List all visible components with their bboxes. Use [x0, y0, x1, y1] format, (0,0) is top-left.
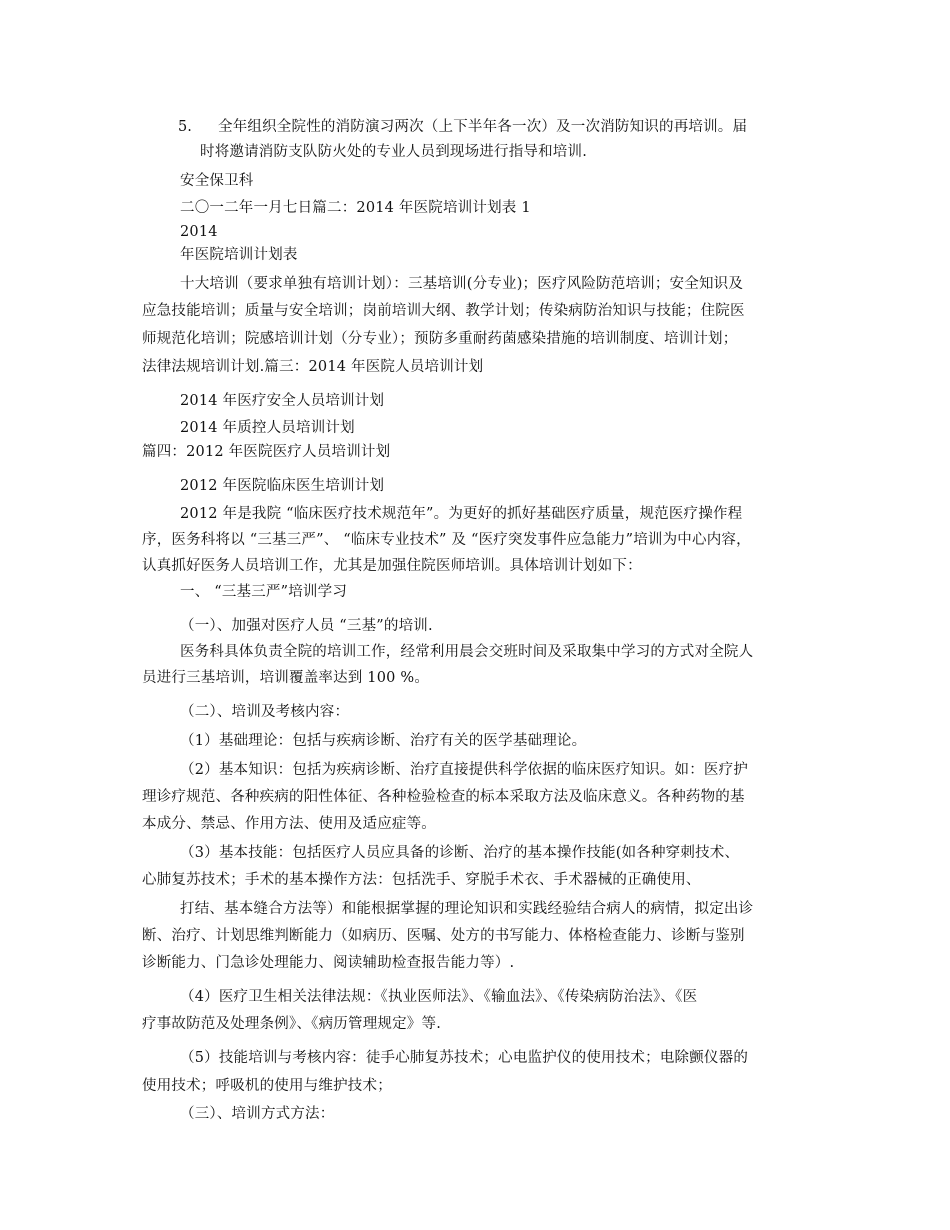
text-line: 安全保卫科 — [180, 173, 254, 189]
text-line: 员进行三基培训，培训覆盖率达到 100 %。 — [142, 670, 430, 686]
item-number: 5. — [178, 119, 192, 135]
text-line: 2014 年质控人员培训计划 — [180, 420, 355, 436]
subsection-heading: （三）、培训方式方法： — [180, 1106, 335, 1122]
section-heading: 一、 “三基三严”培训学习 — [180, 584, 348, 600]
text-line: 十大培训（要求单独有培训计划）：三基培训(分专业)；医疗风险防范培训；安全知识及 — [180, 276, 744, 292]
text-line: 篇四：2012 年医院医疗人员培训计划 — [142, 444, 391, 460]
text-line: （5）技能培训与考核内容：徒手心肺复苏技术；心电监护仪的使用技术；电除颤仪器的 — [180, 1050, 749, 1066]
text-line: 本成分、禁忌、作用方法、使用及适应症等。 — [142, 816, 436, 832]
text-line: 全年组织全院性的消防演习两次（上下半年各一次）及一次消防知识的再培训。届 — [218, 119, 748, 135]
text-line: （3）基本技能：包括医疗人员应具备的诊断、治疗的基本操作技能(如各种穿刺技术、 — [180, 845, 740, 861]
text-line: 法律法规培训计划.篇三：2014 年医院人员培训计划 — [142, 359, 484, 375]
text-line: 时将邀请消防支队防火处的专业人员到现场进行指导和培训. — [200, 144, 588, 160]
text-line: 心肺复苏技术；手术的基本操作方法：包括洗手、穿脱手术衣、手术器械的正确使用、 — [142, 872, 701, 888]
subsection-heading: （二）、培训及考核内容： — [180, 704, 350, 720]
text-line: （2）基本知识：包括为疾病诊断、治疗直接提供科学依据的临床医疗知识。如：医疗护 — [180, 762, 749, 778]
text-line: 师规范化培训；院感培训计划（分专业）；预防多重耐药菌感染措施的培训制度、培训计划； — [142, 331, 738, 347]
text-line: 年医院培训计划表 — [180, 247, 298, 263]
text-line: 二〇一二年一月七日篇二：2014 年医院培训计划表 1 — [180, 200, 531, 216]
text-line: 2012 年医院临床医生培训计划 — [180, 478, 385, 494]
text-line: 2012 年是我院 “临床医疗技术规范年”。为更好的抓好基础医疗质量，规范医疗操作程 — [180, 506, 743, 522]
text-line: 诊断能力、门急诊处理能力、阅读辅助检查报告能力等）. — [142, 955, 515, 971]
text-line: （1）基础理论：包括与疾病诊断、治疗有关的医学基础理论。 — [180, 733, 587, 749]
text-line: 断、治疗、计划思维判断能力（如病历、医嘱、处方的书写能力、体格检查能力、诊断与鉴别 — [142, 928, 745, 944]
text-line: 医务科具体负责全院的培训工作，经常利用晨会交班时间及采取集中学习的方式对全院人 — [180, 644, 754, 660]
text-line: 2014 — [180, 224, 218, 240]
text-line: （4）医疗卫生相关法律法规：《执业医师法》、《输血法》、《传染病防治法》、《医 — [180, 989, 698, 1005]
text-line: 疗事故防范及处理条例》、《病历管理规定》等. — [142, 1016, 442, 1032]
subsection-heading: （一）、加强对医疗人员 “三基”的培训. — [180, 618, 433, 634]
text-line: 理诊疗规范、各种疾病的阳性体征、各种检验检查的标本采取方法及临床意义。各种药物的基 — [142, 789, 745, 805]
text-line: 打结、基本缝合方法等）和能根据掌握的理论知识和实践经验结合病人的病情，拟定出诊 — [180, 901, 754, 917]
text-line: 使用技术；呼吸机的使用与维护技术； — [142, 1078, 392, 1094]
text-line: 2014 年医疗安全人员培训计划 — [180, 393, 385, 409]
text-line: 认真抓好医务人员培训工作，尤其是加强住院医师培训。具体培训计划如下： — [142, 558, 642, 574]
text-line: 应急技能培训；质量与安全培训；岗前培训大纲、教学计划；传染病防治知识与技能；住院医 — [142, 303, 745, 319]
text-line: 序，医务科将以 “三基三严”、 “临床专业技术” 及 “医疗突发事件应急能力”培训为中心内容， — [142, 532, 751, 548]
